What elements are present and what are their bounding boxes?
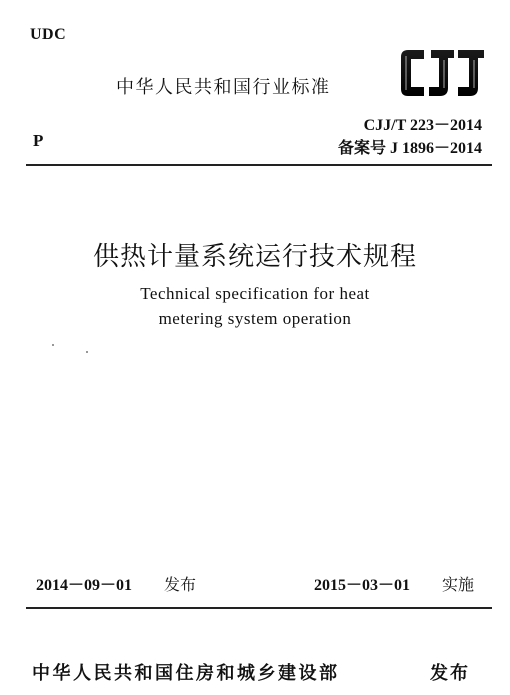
standard-code: CJJ/T 223－2014 bbox=[363, 117, 482, 134]
scan-speck bbox=[86, 351, 88, 353]
header-divider bbox=[26, 164, 492, 166]
record-number: 备案号 J 1896－2014 bbox=[337, 140, 482, 157]
issue-date: 2014－09－01 bbox=[36, 577, 133, 594]
udc-label: UDC bbox=[30, 26, 67, 43]
industry-standard-heading: 中华人民共和国行业标准 bbox=[116, 77, 331, 98]
implementation-label: 实施 bbox=[442, 575, 475, 594]
cjj-logo bbox=[398, 44, 488, 102]
publisher-name: 中华人民共和国住房和城乡建设部 bbox=[32, 663, 340, 684]
issue-label: 发布 bbox=[164, 575, 197, 594]
document-title-english-line2: metering system operation bbox=[158, 309, 352, 328]
document-title-chinese: 供热计量系统运行技术规程 bbox=[92, 242, 417, 272]
implementation-date: 2015－03－01 bbox=[314, 577, 411, 594]
publish-label: 发布 bbox=[430, 663, 470, 684]
document-title-english-line1: Technical specification for heat bbox=[140, 284, 370, 303]
classification-letter: P bbox=[33, 131, 44, 150]
footer-divider bbox=[26, 607, 492, 609]
scan-speck bbox=[52, 344, 54, 346]
